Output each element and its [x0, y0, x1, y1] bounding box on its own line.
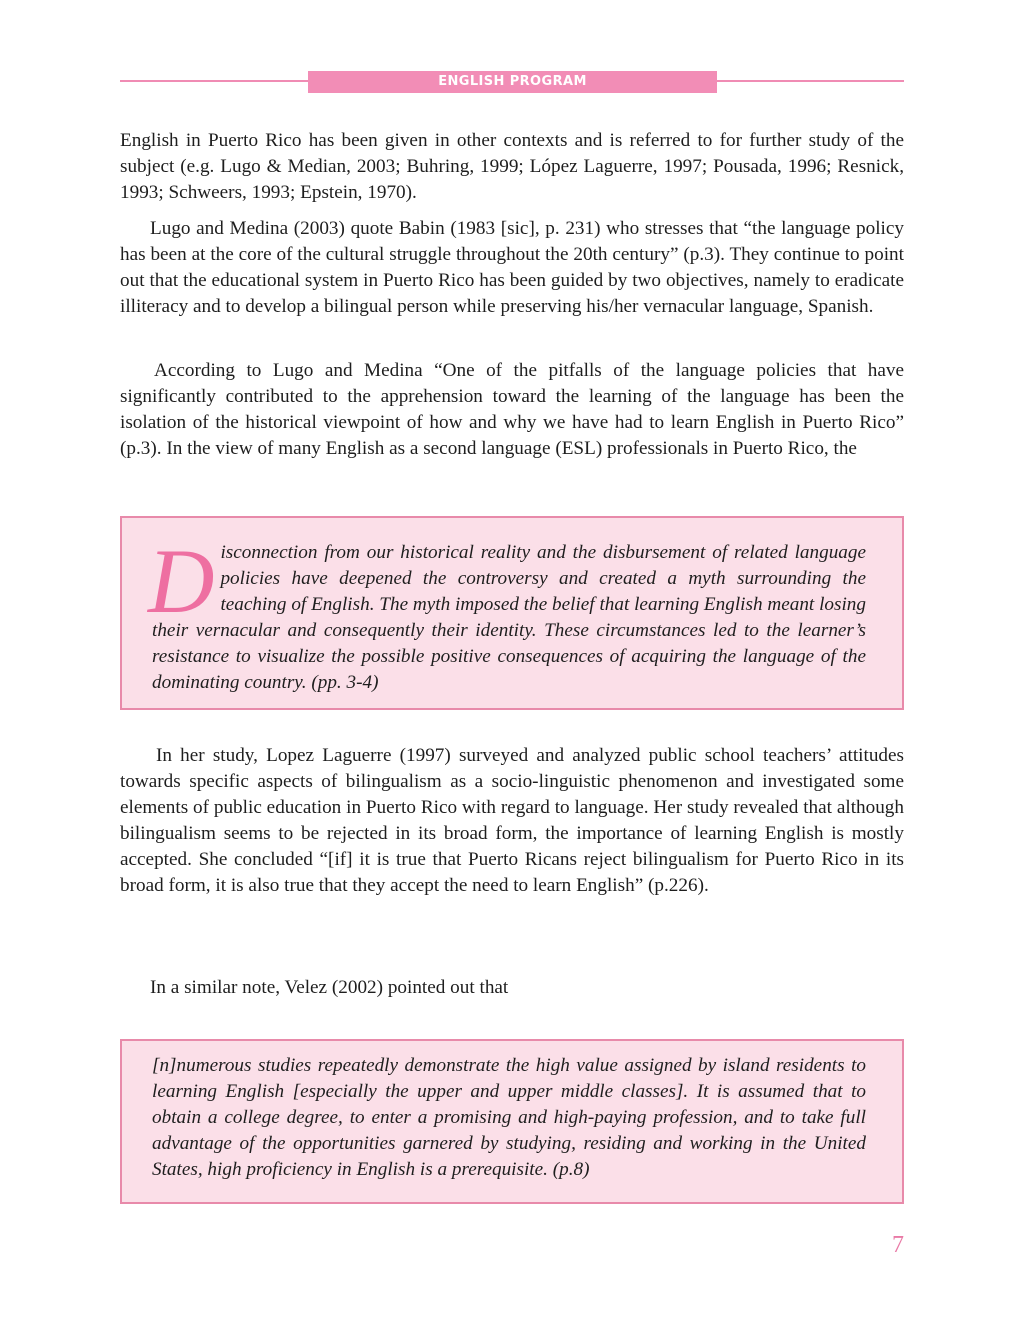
- running-header: ENGLISH PROGRAM: [308, 71, 717, 93]
- block-quote-1-body: isconnection from our historical reality and the disbursement of related language policies have deepened the controversy and created a myth surrounding the teaching of English. The myth imposed the belief that learning English meant losing their vernacular and consequently their identity. These circumstances led to the learner’s resistance to visualize the possible positive consequences of acquiring the language of the dominating country. (pp. 3-4): [152, 542, 866, 693]
- paragraph-4: In her study, Lopez Laguerre (1997) surveyed and analyzed public school teachers’ attitudes towards specific aspects of bilingualism as a socio-linguistic phenomenon and investigated some elements of public education in Puerto Rico with regard to language. Her study revealed that although bilingualism seems to be rejected in its broad form, the importance of learning English is mostly accepted. She concluded “[if] it is true that Puerto Ricans reject bilingualism for Puerto Rico in its broad form, it is also true that they accept the need to learn English” (p.226).: [120, 745, 904, 896]
- block-quote-1: [120, 516, 904, 710]
- block-quote-2: [120, 1039, 904, 1204]
- block-quote-1-text: [148, 530, 866, 696]
- page-number: 7: [892, 1232, 904, 1258]
- paragraph-3: According to Lugo and Medina “One of the pitfalls of the language policies that have significantly contributed to the apprehension toward the learning of the language has been the isolation of the historical viewpoint of how and why we have had to learn English in Puerto Rico” (p.3). In the view of many English as a second language (ESL) professionals in Puerto Rico, the: [120, 360, 904, 459]
- paragraph-5: In a similar note, Velez (2002) pointed out that: [150, 977, 509, 998]
- block-quote-2-text: [n]numerous studies repeatedly demonstrate the high value assigned by island residents to learning English [especially the upper and upper middle classes]. It is assumed that to obtain a college degree, to enter a promising and high-paying profession, and to take full advantage of the opportunities garnered by studying, residing and working in the United States, high proficiency in English is a prerequisite. (p.8): [152, 1055, 866, 1180]
- paragraph-1: English in Puerto Rico has been given in other contexts and is referred to for further study of the subject (e.g. Lugo & Median, 2003; Buhring, 1999; López Laguerre, 1997; Pousada, 1996; Resnick, 1993; Schweers, 1993; Epstein, 1970).: [120, 130, 904, 203]
- paragraph-2: Lugo and Medina (2003) quote Babin (1983 [sic], p. 231) who stresses that “the language policy has been at the core of the cultural struggle throughout the 20th century” (p.3). They continue to point out that the educational system in Puerto Rico has been guided by two objectives, namely to eradicate illiteracy and to develop a bilingual person while preserving his/her vernacular language, Spanish.: [120, 218, 904, 317]
- drop-cap: D: [148, 530, 215, 632]
